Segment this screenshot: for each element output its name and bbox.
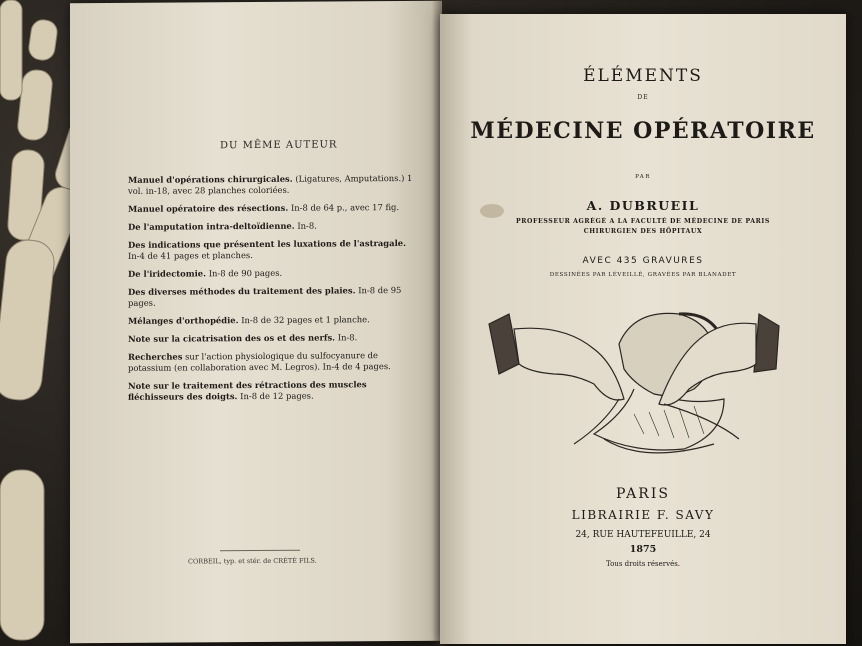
work-entry	[128, 314, 418, 327]
publication-year: 1875	[629, 544, 657, 555]
by-label: PAR	[635, 174, 651, 180]
work-detail: In-8 de 12 pages.	[240, 390, 314, 402]
work-entry	[128, 379, 418, 403]
surgical-engraving-illustration	[484, 304, 784, 464]
work-entry	[128, 267, 418, 280]
work-detail: sur l'action physiologique du sulfocyanure de potassium (en collaboration avec M. Legros). In-4 de 4 pages.	[128, 350, 391, 373]
rights-notice: Tous droits réservés.	[605, 560, 681, 568]
work-title: De l'iridectomie.	[128, 268, 207, 279]
work-detail: In-8 de 90 pages.	[208, 267, 283, 279]
work-title: Manuel d'opérations chirurgicales.	[128, 173, 293, 185]
by-same-author-heading: DU MÊME AUTEUR	[220, 139, 338, 152]
work-entry	[128, 202, 418, 215]
author-name: A. DUBRUEIL	[586, 198, 700, 213]
title-connector: DE	[637, 94, 649, 101]
title-page	[440, 14, 846, 644]
work-title: Mélanges d'orthopédie.	[128, 315, 239, 326]
work-detail: In-8 de 64 p., avec 17 fig.	[290, 202, 400, 213]
work-title: De l'amputation intra-deltoïdienne.	[128, 220, 295, 232]
work-entry	[128, 332, 418, 345]
work-detail: In-8 de 32 pages et 1 planche.	[241, 314, 370, 326]
work-title: Des diverses méthodes du traitement des plaies.	[128, 285, 356, 297]
publication-city: PARIS	[616, 486, 670, 502]
work-entry	[128, 285, 418, 309]
colophon: CORBEIL, typ. et stér. de CRÉTÉ FILS.	[188, 556, 317, 566]
title-line-2: MÉDECINE OPÉRATOIRE	[470, 118, 816, 144]
work-detail: (Ligatures, Amputations.) 1 vol. in-18, avec 28 planches coloriées.	[128, 172, 413, 196]
work-title: Manuel opératoire des résections.	[128, 202, 289, 214]
publisher-name: LIBRAIRIE F. SAVY	[571, 508, 715, 522]
work-title: Recherches	[128, 351, 183, 362]
title-line-1: ÉLÉMENTS	[583, 66, 703, 86]
work-entry	[128, 350, 418, 374]
work-detail: In-8 de 95 pages.	[128, 284, 402, 308]
works-list	[128, 173, 418, 410]
work-entry	[128, 238, 418, 262]
author-affiliation-1: PROFESSEUR AGRÉGÉ A LA FACULTÉ DE MÉDECINE DE PARIS	[516, 218, 770, 225]
work-title: Des indications que présentent les luxations de l'astragale.	[128, 237, 406, 250]
author-affiliation-2: CHIRURGIEN DES HÔPITAUX	[583, 228, 703, 235]
work-detail: In-8.	[297, 220, 317, 231]
work-title: Note sur le traitement des rétractions des muscles fléchisseurs des doigts.	[128, 379, 367, 402]
illustrators-credit: DESSINÉES PAR LÉVEILLÉ, GRAVÉES PAR BLANADET	[549, 272, 737, 278]
work-entry	[128, 220, 418, 233]
work-title: Note sur la cicatrisation des os et des nerfs.	[128, 332, 336, 344]
left-page	[70, 1, 442, 644]
work-detail: In-4 de 41 pages et planches.	[128, 250, 253, 261]
work-entry	[128, 173, 418, 197]
work-detail: In-8.	[337, 332, 358, 343]
publisher-address: 24, RUE HAUTEFEUILLE, 24	[575, 530, 711, 540]
colophon-divider	[220, 550, 300, 552]
engravings-count: AVEC 435 GRAVURES	[582, 256, 704, 266]
